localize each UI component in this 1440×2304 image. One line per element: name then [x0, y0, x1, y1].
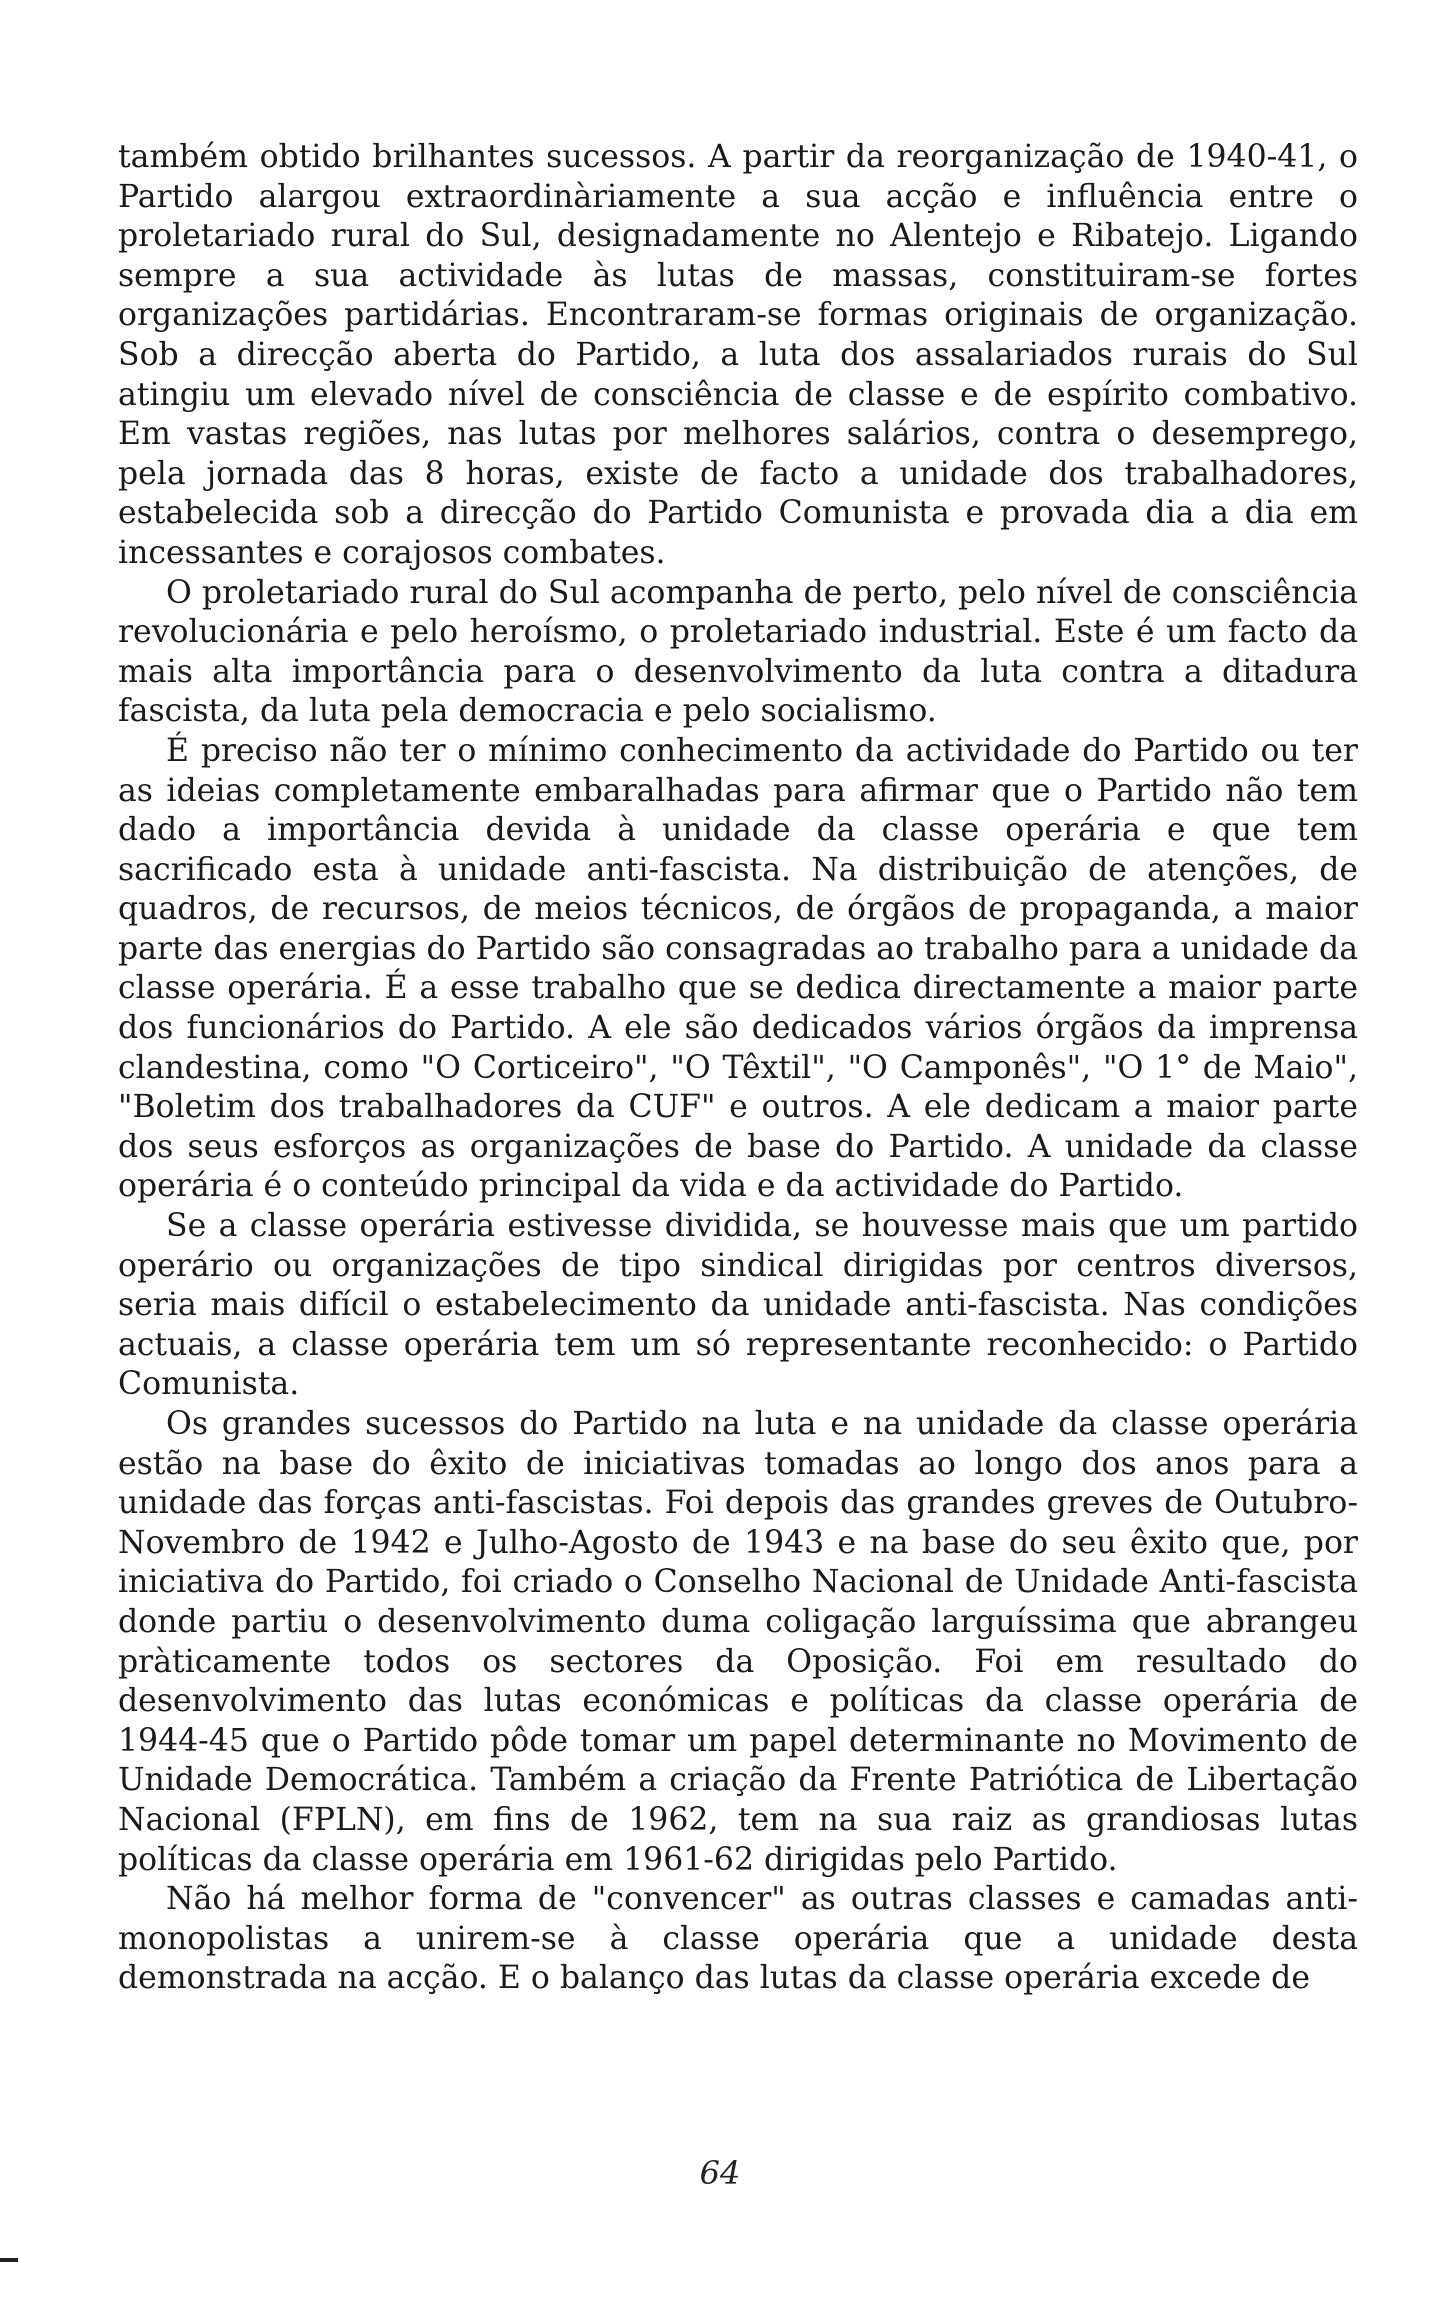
scan-edge-mark: [0, 2258, 18, 2262]
page-number: 64: [699, 2154, 741, 2192]
page-body: [118, 138, 1358, 1999]
paragraph-3: É preciso não ter o mínimo conhecimento da actividade do Partido ou ter as ideias completamente embaralhadas para afirmar que o Partido não tem dado a importância devida à unidade da classe operária e que tem sacrificado esta à unidade anti-fascista. Na distribuição de atenções, de quadros, de recursos, de meios técnicos, de órgãos de propaganda, a maior parte das energias do Partido são consagradas ao trabalho para a unidade da classe operária. É a esse trabalho que se dedica directamente a maior parte dos funcionários do Partido. A ele são dedicados vários órgãos da imprensa clandestina, como "O Corticeiro", "O Têxtil", "O Camponês", "O 1° de Maio", "Boletim dos trabalhadores da CUF" e outros. A ele dedicam a maior parte dos seus esforços as organizações de base do Partido. A unidade da classe operária é o conteúdo principal da vida e da actividade do Partido.: [118, 732, 1358, 1205]
paragraph-1: também obtido brilhantes sucessos. A partir da reorganização de 1940-41, o Partido alargou extraordinàriamente a sua acção e influência entre o proletariado rural do Sul, designadamente no Alentejo e Ribatejo. Ligando sempre a sua actividade às lutas de massas, constituiram-se fortes organizações partidárias. Encontraram-se formas originais de organização. Sob a direcção aberta do Partido, a luta dos assalariados rurais do Sul atingiu um elevado nível de consciência de classe e de espírito combativo. Em vastas regiões, nas lutas por melhores salários, contra o desemprego, pela jornada das 8 horas, existe de facto a unidade dos trabalhadores, estabelecida sob a direcção do Partido Comunista e provada dia a dia em incessantes e corajosos combates.: [118, 139, 1358, 571]
paragraph-2: O proletariado rural do Sul acompanha de perto, pelo nível de consciência revolucionária e pelo heroísmo, o proletariado industrial. Este é um facto da mais alta importância para o desenvolvimento da luta contra a ditadura fascista, da luta pela democracia e pelo socialismo.: [118, 574, 1358, 730]
paragraph-5: Os grandes sucessos do Partido na luta e na unidade da classe operária estão na base do êxito de iniciativas tomadas ao longo dos anos para a unidade das forças anti-fascistas. Foi depois das grandes greves de Outubro-Novembro de 1942 e Julho-Agosto de 1943 e na base do seu êxito que, por iniciativa do Partido, foi criado o Conselho Nacional de Unidade Anti-fascista donde partiu o desenvolvimento duma coligação larguíssima que abrangeu pràticamente todos os sectores da Oposição. Foi em resultado do desenvolvimento das lutas económicas e políticas da classe operária de 1944-45 que o Partido pôde tomar um papel determinante no Movimento de Unidade Democrática. Também a criação da Frente Patriótica de Libertação Nacional (FPLN), em fins de 1962, tem na sua raiz as grandiosas lutas políticas da classe operária em 1961-62 dirigidas pelo Partido.: [118, 1406, 1358, 1878]
paragraph-4: Se a classe operária estivesse dividida, se houvesse mais que um partido operário ou organizações de tipo sindical dirigidas por centros diversos, seria mais difícil o estabelecimento da unidade anti-fascista. Nas condições actuais, a classe operária tem um só representante reconhecido: o Partido Comunista.: [118, 1208, 1358, 1403]
paragraph-6: Não há melhor forma de "convencer" as outras classes e camadas anti-monopolistas a unirem-se à classe operária que a unidade desta demonstrada na acção. E o balanço das lutas da classe operária excede de: [118, 1881, 1358, 1997]
